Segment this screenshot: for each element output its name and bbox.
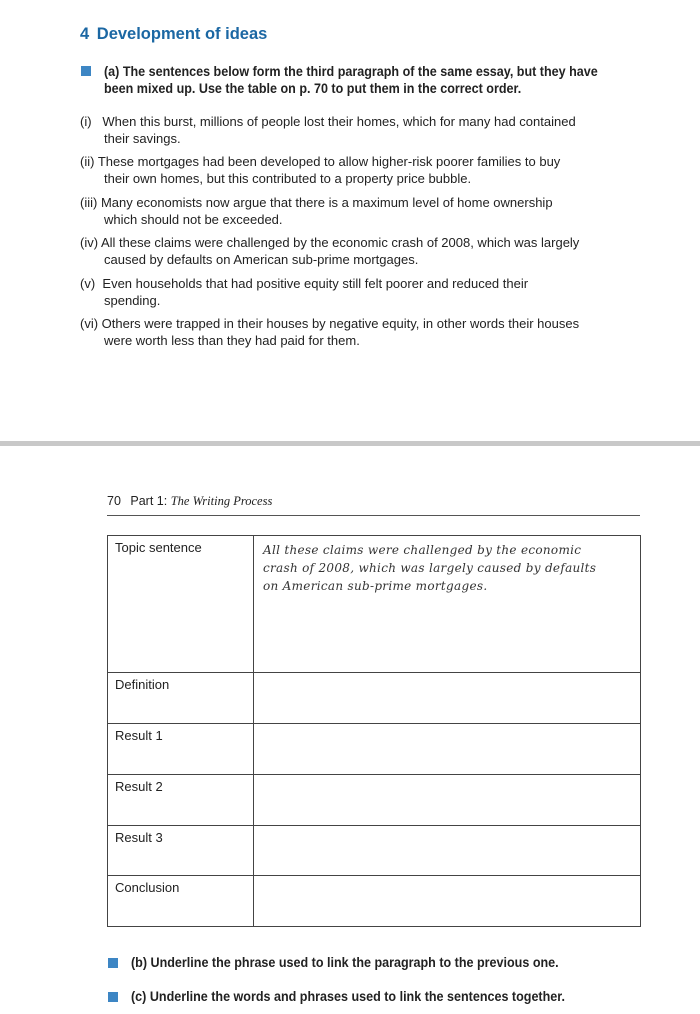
page-header (107, 494, 272, 509)
section-number: 4 (80, 25, 90, 43)
sentence-item (80, 276, 630, 309)
item-number: (vi) (80, 316, 99, 331)
answer-cell[interactable] (254, 536, 641, 673)
bullet-square-icon (108, 958, 118, 968)
table-row (108, 825, 641, 876)
item-text-line-1: When this burst, millions of people lost their homes, which for many had contained (102, 114, 576, 129)
handwritten-answer (263, 541, 631, 595)
instruction-a-line-1: (a) The sentences below form the third paragraph of the same essay, but they have (104, 64, 598, 79)
bullet-square-icon (108, 992, 118, 1002)
section-title-text: Development of ideas (96, 25, 268, 43)
item-text-line-2: which should not be exceeded. (104, 211, 283, 227)
item-number: (v) (80, 276, 96, 291)
section-title (80, 25, 267, 44)
row-label: Result 2 (108, 774, 254, 825)
item-text-line-1: All these claims were challenged by the economic crash of 2008, which was largely (100, 235, 580, 250)
sentence-item (80, 316, 630, 349)
item-text-line-1: These mortgages had been developed to allow higher-risk poorer families to buy (97, 154, 561, 169)
answer-cell[interactable] (254, 825, 641, 876)
row-label: Conclusion (108, 876, 254, 927)
instruction-a (104, 63, 598, 97)
item-text-line-1: Even households that had positive equity still felt poorer and reduced their (102, 276, 529, 291)
page-divider (0, 441, 700, 446)
item-number: (iv) (80, 235, 99, 250)
row-label: Result 1 (108, 724, 254, 775)
part-label: Part 1: (130, 494, 168, 508)
paragraph-order-table (107, 535, 641, 927)
answer-cell[interactable] (254, 774, 641, 825)
row-label: Topic sentence (108, 536, 254, 673)
handwritten-line: All these claims were challenged by the economic (263, 543, 582, 557)
page-number: 70 (107, 494, 121, 508)
bullet-square-icon (81, 66, 91, 76)
answer-cell[interactable] (254, 724, 641, 775)
item-text-line-2: spending. (104, 292, 161, 308)
instruction-b: (b) Underline the phrase used to link the paragraph to the previous one. (131, 955, 559, 970)
item-text-line-2: caused by defaults on American sub-prime mortgages. (104, 251, 419, 267)
instruction-c: (c) Underline the words and phrases used to link the sentences together. (131, 989, 565, 1004)
handwritten-line: crash of 2008, which was largely caused by defaults (263, 561, 597, 575)
item-text-line-2: their own homes, but this contributed to a property price bubble. (104, 170, 472, 186)
answer-cell[interactable] (254, 673, 641, 724)
item-text-line-2: were worth less than they had paid for them. (104, 332, 360, 348)
item-number: (i) (80, 114, 92, 129)
part-title: The Writing Process (170, 494, 273, 508)
table-row (108, 876, 641, 927)
answer-cell[interactable] (254, 876, 641, 927)
header-rule (107, 515, 640, 516)
table-row (108, 724, 641, 775)
handwritten-line: on American sub-prime mortgages. (263, 579, 488, 593)
sentence-item (80, 154, 630, 187)
instruction-a-line-2: been mixed up. Use the table on p. 70 to put them in the correct order. (104, 81, 522, 96)
table-row (108, 536, 641, 673)
table-row (108, 673, 641, 724)
item-number: (iii) (80, 195, 98, 210)
item-number: (ii) (80, 154, 95, 169)
sentence-item (80, 235, 630, 268)
sentence-item (80, 195, 630, 228)
row-label: Result 3 (108, 825, 254, 876)
table-row (108, 774, 641, 825)
sentence-item (80, 114, 630, 147)
item-text-line-2: their savings. (104, 130, 181, 146)
item-text-line-1: Others were trapped in their houses by negative equity, in other words their houses (101, 316, 580, 331)
item-text-line-1: Many economists now argue that there is a maximum level of home ownership (100, 195, 553, 210)
row-label: Definition (108, 673, 254, 724)
